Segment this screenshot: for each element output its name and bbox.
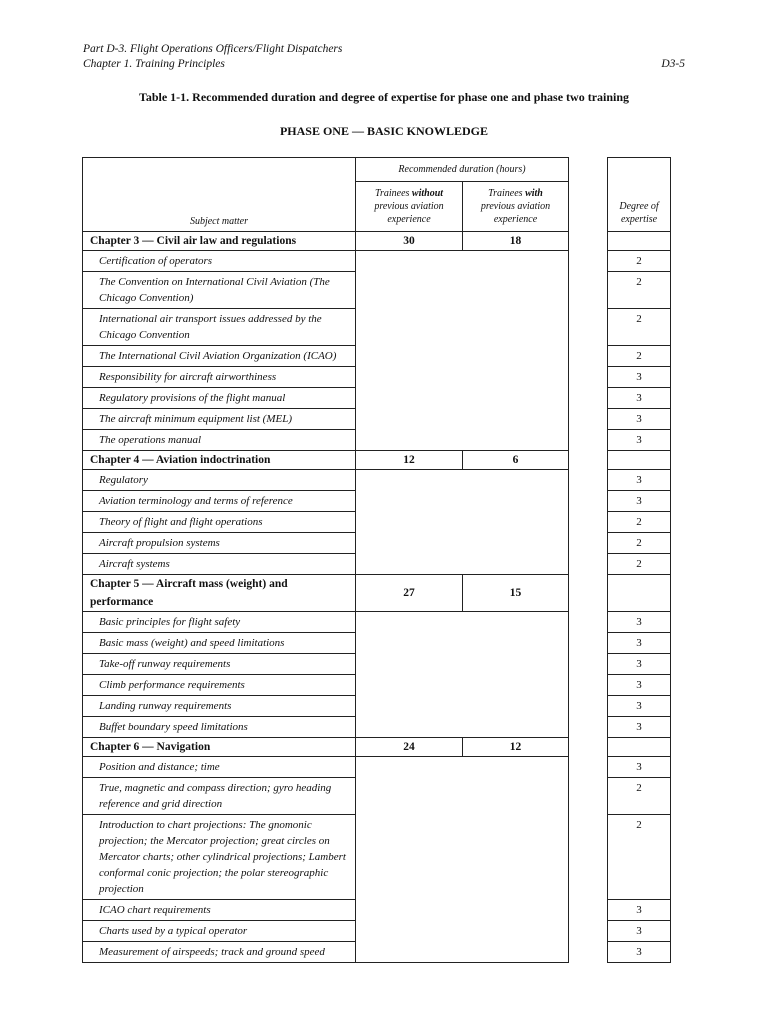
degree-cell: 3 — [608, 470, 671, 491]
subject-cell: Responsibility for aircraft airworthiness — [83, 367, 356, 388]
subject-cell: Position and distance; time — [83, 757, 356, 778]
degree-header-text: Degree of expertise — [619, 201, 659, 225]
table-row — [83, 470, 671, 491]
column-gap — [569, 451, 608, 470]
subject-cell: Buffet boundary speed limitations — [83, 717, 356, 738]
column-header-with — [463, 182, 569, 232]
column-gap — [569, 575, 608, 612]
degree-cell: 2 — [608, 251, 671, 272]
chapter-row — [83, 575, 671, 612]
page-number: D3-5 — [661, 58, 685, 70]
degree-cell: 2 — [608, 554, 671, 575]
subject-cell: Theory of flight and flight operations — [83, 512, 356, 533]
table-title: Table 1-1. Recommended duration and degree of expertise for phase one and phase two training — [138, 90, 630, 104]
with-header-post: previous aviation experience — [480, 201, 551, 225]
subject-cell: Charts used by a typical operator — [83, 921, 356, 942]
subject-cell: Regulatory provisions of the flight manual — [83, 388, 356, 409]
column-header-without — [356, 182, 463, 232]
degree-cell: 2 — [608, 309, 671, 346]
subject-cell: Certification of operators — [83, 251, 356, 272]
duration-blank — [356, 612, 569, 738]
duration-with: 6 — [463, 451, 569, 470]
duration-with: 15 — [463, 575, 569, 612]
with-header-pre: Trainees — [488, 188, 526, 199]
subject-cell: International air transport issues addressed by the Chicago Convention — [83, 309, 356, 346]
duration-without: 30 — [356, 232, 463, 251]
subject-cell: The aircraft minimum equipment list (MEL) — [83, 409, 356, 430]
without-header-post: previous aviation experience — [374, 201, 444, 225]
subject-cell: Aviation terminology and terms of reference — [83, 491, 356, 512]
degree-empty — [608, 451, 671, 470]
chapter-title: Chapter 3 — Civil air law and regulations — [83, 232, 356, 251]
degree-cell: 2 — [608, 272, 671, 309]
column-gap — [569, 738, 608, 757]
degree-cell: 3 — [608, 409, 671, 430]
chapter-title: Chapter 6 — Navigation — [83, 738, 356, 757]
column-gap — [569, 612, 608, 738]
subject-cell: ICAO chart requirements — [83, 900, 356, 921]
degree-cell: 3 — [608, 430, 671, 451]
subject-cell: The International Civil Aviation Organization (ICAO) — [83, 346, 356, 367]
duration-without: 12 — [356, 451, 463, 470]
column-gap — [569, 470, 608, 575]
degree-cell: 2 — [608, 778, 671, 815]
degree-cell: 3 — [608, 633, 671, 654]
degree-cell: 3 — [608, 942, 671, 963]
duration-without: 27 — [356, 575, 463, 612]
chapter-row — [83, 451, 671, 470]
column-gap — [569, 757, 608, 963]
degree-cell: 3 — [608, 675, 671, 696]
degree-cell: 3 — [608, 491, 671, 512]
with-header-bold: with — [525, 188, 543, 199]
duration-without: 24 — [356, 738, 463, 757]
subject-cell: Landing runway requirements — [83, 696, 356, 717]
degree-cell: 3 — [608, 921, 671, 942]
degree-cell: 2 — [608, 533, 671, 554]
subject-cell: Aircraft systems — [83, 554, 356, 575]
subject-cell: Climb performance requirements — [83, 675, 356, 696]
column-header-duration: Recommended duration (hours) — [356, 158, 569, 182]
subject-cell: Introduction to chart projections: The gnomonic projection; the Mercator projection; great circles on Mercator charts; other cylindrical projections; Lambert conformal conic projection; the polar stereographic projection — [83, 815, 356, 900]
table-body — [83, 232, 671, 963]
chapter-title: Chapter 5 — Aircraft mass (weight) and performance — [83, 575, 356, 612]
degree-cell: 3 — [608, 612, 671, 633]
degree-empty — [608, 738, 671, 757]
degree-cell: 3 — [608, 717, 671, 738]
table-row — [83, 251, 671, 272]
subject-cell: Basic principles for flight safety — [83, 612, 356, 633]
table-row — [83, 757, 671, 778]
duration-with: 12 — [463, 738, 569, 757]
subject-cell: Basic mass (weight) and speed limitations — [83, 633, 356, 654]
phase-title: PHASE ONE — BASIC KNOWLEDGE — [279, 124, 489, 138]
without-header-bold: without — [411, 188, 444, 199]
degree-cell: 3 — [608, 757, 671, 778]
duration-blank — [356, 251, 569, 451]
column-header-subject: Subject matter — [83, 158, 356, 232]
degree-cell: 2 — [608, 346, 671, 367]
degree-cell: 3 — [608, 696, 671, 717]
column-gap — [569, 232, 608, 251]
chapter-row — [83, 738, 671, 757]
degree-cell: 3 — [608, 367, 671, 388]
degree-cell: 2 — [608, 815, 671, 900]
without-header-pre: Trainees — [374, 188, 412, 199]
subject-cell: The operations manual — [83, 430, 356, 451]
degree-cell: 3 — [608, 900, 671, 921]
running-header — [83, 42, 342, 72]
column-gap — [569, 251, 608, 451]
subject-cell: Take-off runway requirements — [83, 654, 356, 675]
header-part: Part D-3. Flight Operations Officers/Flight Dispatchers — [83, 43, 343, 55]
subject-cell: Aircraft propulsion systems — [83, 533, 356, 554]
chapter-title: Chapter 4 — Aviation indoctrination — [83, 451, 356, 470]
degree-cell: 3 — [608, 388, 671, 409]
duration-blank — [356, 757, 569, 963]
subject-cell: The Convention on International Civil Aviation (The Chicago Convention) — [83, 272, 356, 309]
duration-blank — [356, 470, 569, 575]
degree-empty — [608, 575, 671, 612]
header-chapter: Chapter 1. Training Principles — [83, 58, 225, 70]
degree-empty — [608, 232, 671, 251]
degree-cell: 3 — [608, 654, 671, 675]
chapter-row — [83, 232, 671, 251]
table-row — [83, 612, 671, 633]
column-header-degree — [608, 158, 671, 232]
subject-cell: True, magnetic and compass direction; gyro heading reference and grid direction — [83, 778, 356, 815]
duration-with: 18 — [463, 232, 569, 251]
column-gap — [569, 158, 608, 232]
degree-cell: 2 — [608, 512, 671, 533]
subject-cell: Measurement of airspeeds; track and ground speed — [83, 942, 356, 963]
training-table — [82, 157, 671, 963]
subject-cell: Regulatory — [83, 470, 356, 491]
